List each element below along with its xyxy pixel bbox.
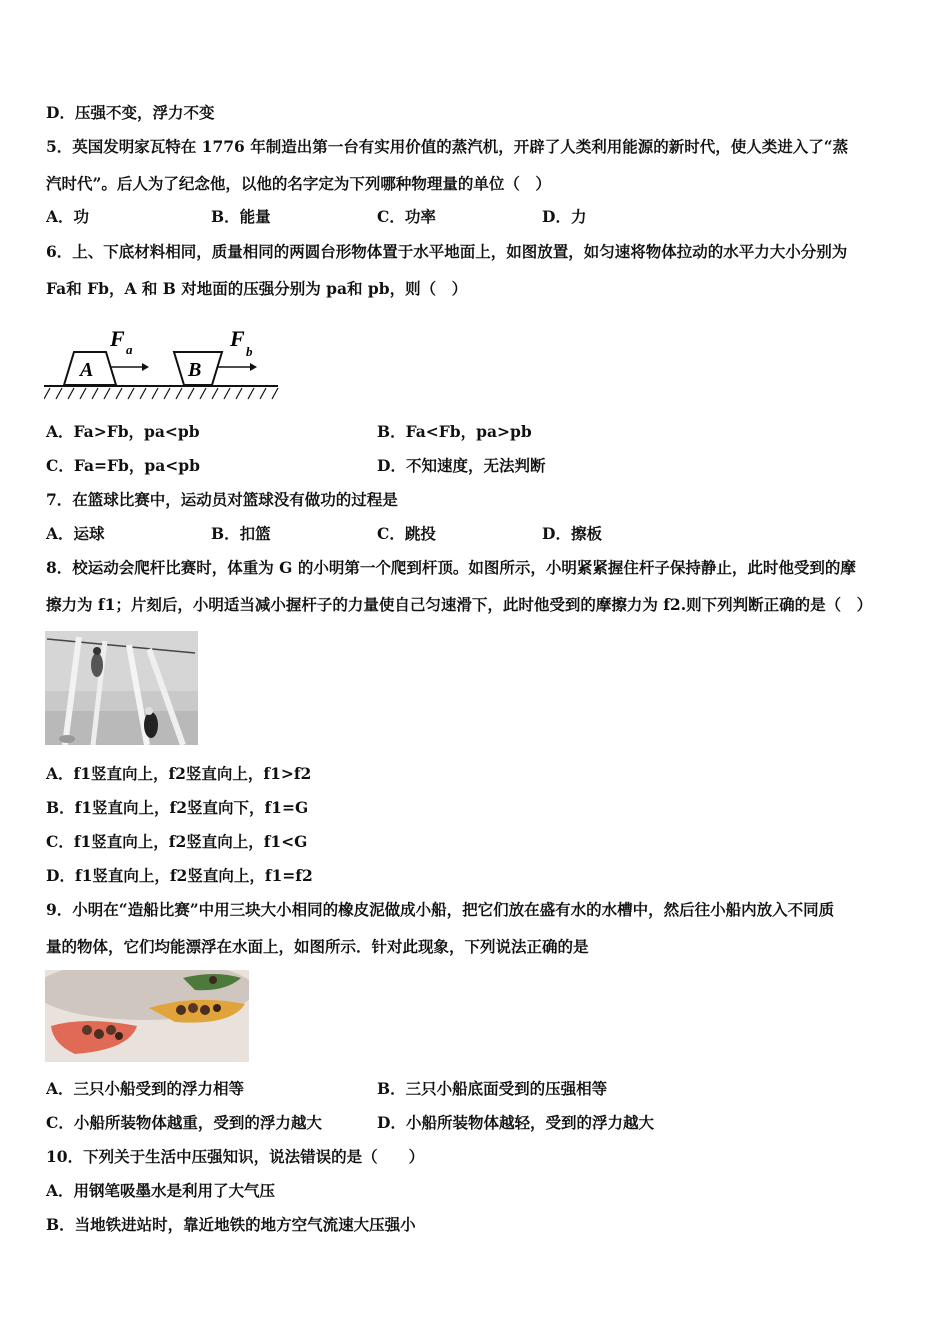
- climber-top: [91, 653, 103, 677]
- q8-option-a: A．f1竖直向上，f2竖直向上，f1>f2: [46, 764, 312, 783]
- q8-option-b: B．f1竖直向上，f2竖直向下，f1=G: [46, 798, 309, 817]
- q6-option-c: C．Fa=Fb，pa<pb: [46, 456, 200, 475]
- force-b-subscript: b: [246, 344, 253, 359]
- climber-bottom: [144, 712, 158, 738]
- q7-option-b: B．扣篮: [211, 524, 271, 543]
- q5-option-a: A．功: [46, 207, 90, 226]
- force-b-arrow-icon: [250, 363, 257, 371]
- q9-option-d: D．小船所装物体越轻，受到的浮力越大: [377, 1113, 654, 1132]
- frustum-b-label: B: [188, 359, 202, 381]
- q10-option-a: A．用钢笔吸墨水是利用了大气压: [46, 1181, 276, 1200]
- q5-stem-line1: 5．英国发明家瓦特在 1776 年制造出第一台有实用价值的蒸汽机，开辟了人类利用能源的新时代，使人类进入了“蒸: [46, 137, 849, 156]
- q5-option-b: B．能量: [211, 207, 271, 226]
- q6-stem-line1: 6．上、下底材料相同，质量相同的两圆台形物体置于水平地面上，如图放置，如匀速将物体拉动的水平力大小分别为: [46, 242, 848, 261]
- q8-stem-line1: 8．校运动会爬杆比赛时，体重为 G 的小明第一个爬到杆顶。如图所示，小明紧紧握住杆子保持静止，此时他受到的摩: [46, 558, 856, 577]
- q9-stem-line1: 9．小明在“造船比赛”中用三块大小相同的橡皮泥做成小船，把它们放在盛有水的水槽中，然后往小船内放入不同质: [46, 900, 835, 919]
- q7-option-c: C．跳投: [377, 524, 436, 543]
- q9-option-b: B．三只小船底面受到的压强相等: [377, 1079, 608, 1098]
- q6-frustum-diagram: [44, 322, 280, 402]
- force-a-subscript: a: [126, 342, 133, 357]
- q7-option-d: D．擦板: [542, 524, 602, 543]
- q9-option-c: C．小船所装物体越重，受到的浮力越大: [46, 1113, 322, 1132]
- q7-option-a: A．运球: [46, 524, 105, 543]
- q8-pole-climbing-photo: [45, 631, 198, 745]
- q6-option-d: D．不知速度，无法判断: [377, 456, 546, 475]
- ground-hatching: [44, 388, 278, 399]
- q8-option-c: C．f1竖直向上，f2竖直向上，f1<G: [46, 832, 308, 851]
- q8-stem-line2: 擦力为 f1；片刻后，小明适当减小握杆子的力量使自己匀速滑下，此时他受到的摩擦力为 f2.则下列判断正确的是（ ）: [46, 595, 873, 614]
- q5-option-d: D．力: [542, 207, 587, 226]
- q5-option-c: C．功率: [377, 207, 436, 226]
- q4-option-d: D．压强不变，浮力不变: [46, 103, 215, 122]
- force-b-label: F: [230, 326, 245, 351]
- q9-stem-line2: 量的物体，它们均能漂浮在水面上，如图所示．针对此现象，下列说法正确的是: [46, 937, 589, 956]
- q5-stem-line2: 汽时代”。后人为了纪念他，以他的名字定为下列哪种物理量的单位（ ）: [46, 174, 551, 193]
- q6-option-b: B．Fa<Fb，pa>pb: [377, 422, 532, 441]
- q8-option-d: D．f1竖直向上，f2竖直向上，f1=f2: [46, 866, 313, 885]
- q10-stem: 10．下列关于生活中压强知识，说法错误的是（ ）: [46, 1147, 425, 1166]
- q9-option-a: A．三只小船受到的浮力相等: [46, 1079, 245, 1098]
- force-a-label: F: [110, 326, 125, 351]
- force-a-arrow-icon: [142, 363, 149, 371]
- q10-option-b: B．当地铁进站时，靠近地铁的地方空气流速大压强小: [46, 1215, 416, 1234]
- q9-clay-boats-photo: [45, 970, 249, 1062]
- frustum-a-label: A: [80, 359, 94, 381]
- q6-option-a: A．Fa>Fb，pa<pb: [46, 422, 200, 441]
- q6-stem-line2: Fa和 Fb，A 和 B 对地面的压强分别为 pa和 pb，则（ ）: [46, 279, 468, 298]
- q7-stem: 7．在篮球比赛中，运动员对篮球没有做功的过程是: [46, 490, 398, 509]
